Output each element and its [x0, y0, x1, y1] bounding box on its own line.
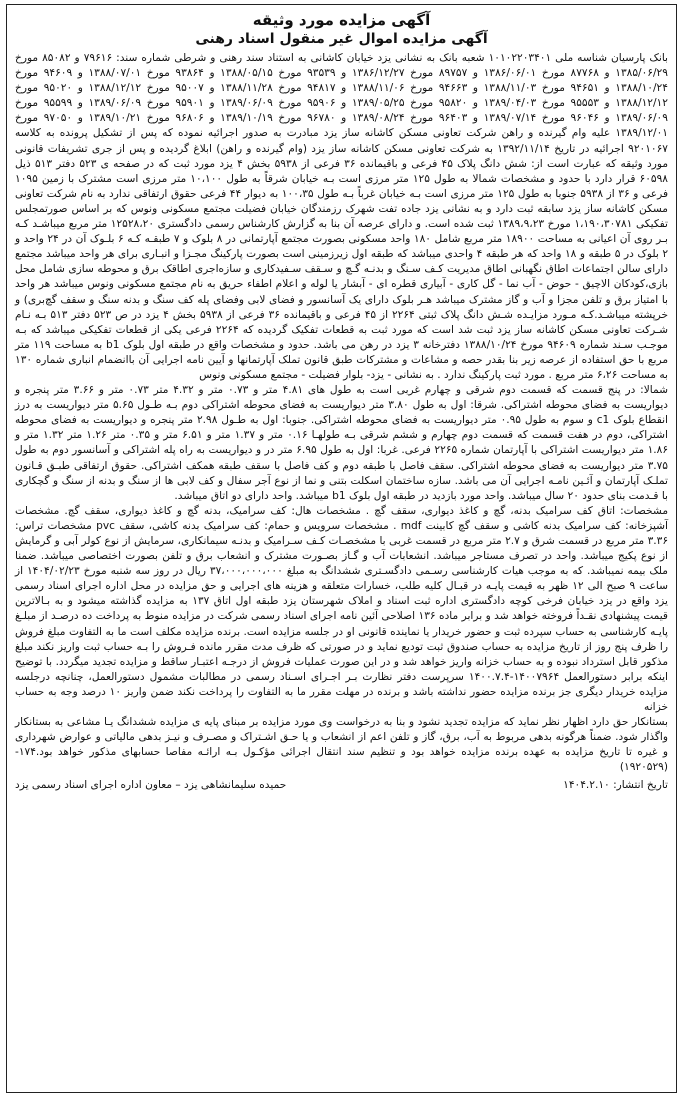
notice-sheet [6, 4, 677, 1093]
notice-footer [15, 778, 668, 793]
notice-paragraph-specifications: مشخصات: اتاق کف سرامیک بدنه، گچ و کاغذ دیواری، سقف گچ . مشخصات هال: کف سرامیک، بدنه گچ و کاغذ دیواری، سقف گچ. مشخصات آشپزخانه: کف سرامیک بدنه کاشی و سقف گچ کابینت mdf . مشخصات سرویس و حمام: کف سرامیک بدنه کاشی، سقف pvc مشخصات تراس: ۳.۳۶ متر مربع در قسمت شرق و ۲.۷ متر مربع در قسمت غربی با مشخصـات کـف سـرامیک و بدنـه سیمانکاری، سرمایش از نوع کولر آبی و گرمایش از نوع پکیج میباشد. واحد در تصرف مستاجر میباشد. انشعابات آب و گـاز بصـورت مشترک و انشعاب برق و تلفن بصورت اختصاصی میباشد. ضمنا ملک بیمه نمیباشد. که به موجب هیات کارشناسی رسـمی دادگسـتری ششدانگ به مبلغ ۳۷،۰۰۰،۰۰۰،۰۰۰ ریال در روز سه شنبه مورخ ۱۴۰۴/۰۲/۲۳ از ساعت ۹ صبح الی ۱۲ ظهر به قیمت پایـه در قبـال کلیه طلب، خسارات متعلقه و هزینه های اجرایی و حق مزایده در محل اداره اجرای اسناد رسمی یزد واقع در یزد خیابان فرخی کوچه دادگستری اداره ثبت اسناد و املاک شهرستان یزد طبقه اول اتاق ۱۳۷ به مزایده گذاشته میشود و به بـالاترین قیمت پیشنهادی نقـداً فروخته خواهد شد و برابر ماده ۱۳۶ اصلاحی آئین نامه اجرای اسناد رسمی شرکت در مزایده منوط به پرداخت ده درصـد از مبلـغ پایـه کارشناسی به حساب سپرده ثبت و حضور خریدار یا نماینده قانونی او در جلسه مزایده است. برنده مزایده مکلف است ما به التفاوت مبلغ فروش را ظرف پنج روز از تاریخ مزایده به حساب صندوق ثبت تودیع نماید و در صورتی که ظرف مدت مقرر مانده فـروش را بـه حساب ثبت واریز نکند مبلغ مذکور قابل استرداد نبوده و به حساب خزانه واریز خواهد شد و در این صورت عملیات فروش از درجـه اعتبـار ساقط و مزایده تجدید میگردد. با توضیح اینکه برابر دستورالعمل ۱۴۰۰۷۹۶۴-۱۴۰۰.۷.۴ سرپرست دفتر نظارت بـر اجـرای اسـناد رسمی در مطالبات مشمول دستورالعمل، چنانچه درجلسه مزایده خریدار دیگری جز برنده مزایده حضور نداشته باشد و برنده در مهلت مقرر ما به التفاوت را پرداخت نکند ضمن واریز ۱۰ درصد وجه به حساب خزانه [15, 504, 669, 714]
signature-line: حمیده سلیمانشاهی یزد – معاون اداره اجرای اسناد رسمی یزد [15, 778, 287, 791]
notice-paragraph-main: بانک پارسیان شناسه ملی ۱۰۱۰۲۲۰۳۴۰۱ شعبه بانک به نشانی یزد خیابان کاشانی به استناد سند رهنی و شرطی شماره سند: ۷۹۶۱۶ و ۸۵۰۸۲ مورخ ۱۳۸۵/۰۶/۲۹ و ۸۷۷۶۸ مورخ ۱۳۸۶/۰۶/۰۱ و ۸۹۷۵۷ مورخ ۱۳۸۶/۱۲/۲۷ و ۹۳۵۳۹ مورخ ۱۳۸۸/۰۵/۱۵ و ۹۳۸۶۴ مورخ ۱۳۸۸/۰۷/۰۱ و ۹۴۶۰۹ مورخ ۱۳۸۸/۱۰/۲۴ و ۹۴۶۵۱ مورخ ۱۳۸۸/۱۱/۰۳ و ۹۴۶۶۳ مورخ ۱۳۸۸/۱۱/۰۶ و ۹۴۸۱۷ مورخ ۱۳۸۸/۱۱/۲۸ و ۹۵۰۰۷ مورخ ۱۳۸۸/۱۲/۱۲ و ۹۵۰۲۰ مورخ ۱۳۸۸/۱۲/۱۲ و ۹۵۵۵۳ مورخ ۱۳۸۹/۰۴/۰۳ و ۹۵۸۲۰ مورخ ۱۳۸۹/۰۵/۲۵ و ۹۵۹۰۶ مورخ ۱۳۸۹/۰۶/۰۹ و ۹۵۹۰۱ مورخ ۱۳۸۹/۰۶/۰۹ و ۹۵۵۹۹ مورخ ۱۳۸۹/۰۶/۰۹ و ۹۶۰۴۶ مورخ ۱۳۸۹/۰۷/۱۴ و ۹۶۴۰۳ مورخ ۱۳۸۹/۰۸/۲۴ و ۹۶۷۸۰ مورخ ۱۳۸۹/۱۰/۱۹ و ۹۶۸۰۶ مورخ ۱۳۸۹/۱۰/۲۱ و ۹۷۰۵۰ مورخ ۱۳۸۹/۱۲/۰۱ علیه وام گیرنده و راهن شرکت تعاونی مسکن کاشانه ساز یزد مبادرت به صدور اجرائیه نموده که پس از تشکیل پرونده به کلاسه ۹۲۰۱۰۶۷ اجرائیه در تاریخ ۱۳۹۲/۱۱/۱۴ به شرکت تعاونی مسکن کاشانه ساز یزد (وام گیرنده و راهن) ابلاغ گردیده و پس از جری تشریفات قانونی مورد وثیقه که عبارت است از: شش دانگ پلاک ۴۵ فرعی و باقیمانده ۳۶ فرعی از ۵۹۳۸ بخش ۴ یزد مورد ثبت که در صفحه ی ۵۲۳ دفتر ۵۱۳ ذیل ۶۰۵۹۸ قرار دارد با حدود و مشخصات شمالا به طول ۱۲۵ متر مرزی است بـه خیابان شرقاً به طول ۱۰،۱۰۰ متر مرزی است مشترک با زمین ۱۰۹۵ فرعی و ۳۶ از ۵۹۳۸ جنوبا به طول ۱۲۵ متر مرزی است بـه خیابان غرباً بـه طول ۱۰۰،۳۵ به دیوار ۴۴ فرعی حقوق ارتفاقی ندارد به نام شرکت تعاونی مسکن کاشانه ساز یزد سابقه ثبت دارد و به نشانی یزد جاده تفت شهرک رزمندگان خیابان فضیلت مجتمع مسکونی ونوس که بر اساس صورتمجلس تفکیکی ۱،۱۹۰،۳۰۷۸۱ مورخ ۱۳۸۹،۹،۲۳ ثبت شده است. و دارای عرصه آن بنا به گزارش کارشناس رسمی دادگستری ۱۲۵۲۸،۲۰ متر مربع میباشـد کـه بـر روی آن اعیانی به مساحت ۱۸۹۰۰ متر مربع شامل ۱۸۰ واحد مسکونی بصورت مجتمع آپارتمانی در ۸ بلوک و ۷ طبقـه کـه ۶ بلـوک آن در ۲۴ واحد و ۲ بلوک در ۵ طبقه و ۱۸ واحد که هر طبقه ۴ واحدی میباشد که طبقه اول زیرزمینی است بصورت پارکینگ مجـزا و انبـاری برای هر واحد میباشد مجتمع دارای سالن اجتماعات اطاق نگهبانی اطاق مدیریت کـف سـنگ و بدنـه گـچ و سـقف سـفیدکاری و سازه‌اجری اطاقک برق و محوطه سازی شامل محل بازی،کودکان الاچیق - حوض - آب نما - گل کاری - آبیاری قطره ای - آبشار یا لوله و اعلام اطفاء حریق به نام مجتمع مسکونی ونوس میباشد هر واحد با امتیاز برق و تلفن مجزا و آب و گاز مشترک میباشد هـر بلوک دارای یک آسانسور و فضای لابی وفضای پله کف سنگ و بدنه سنگ و سقف گچ‌بری) و خرپشته میباشـد.کـه مـورد مزایـده شـش دانگ پلاک ثبتی ۲۲۶۴ از ۴۵ فرعی و باقیمانده ۳۶ فرعی از ۵۹۳۸ بخش ۴ یزد در ص ۵۲۳ دفتر ۵۱۳ بـه نـام شـرکت تعاونی مسکن کاشانه ساز یزد ثبت شد است که مورد ثبت به قطعات تفکیک گردیده که ۲۲۶۴ فرعی یکی از قطعات تفکیکی میباشد که بـه موجـب سـند شماره ۹۴۶۰۹ مورخ ۱۳۸۸/۱۰/۲۴ دفترخانه ۳ یزد در رهن می باشد. حدود و مشخصات واقع در طبقه اول بلوک b1 به مساحت ۱۱۹ متر مربع با حق استفاده از عرصه زیر بنا بقدر حصه و مشاعات و مشترکات طبق قانون تملک آپارتمانها و آیین نامه اجرایی آن باانضمام انباری شماره ۱۳۰ به مساحت ۶،۲۶ متر مربع . مورد ثبت پارکینگ ندارد . به نشانی - یزد- بلوار فضیلت - مجتمع مسکونی ونوس [15, 52, 669, 381]
publication-date: تاریخ انتشار: ۱۴۰۴.۲.۱۰ [563, 778, 668, 791]
notice-paragraph-boundaries: شمالا: در پنج قسمت که قسمت دوم شرقی و چهارم غربی است به طول های ۴.۸۱ متر و ۰.۷۳ متر و ۴.۳۲ متر ۰.۷۳ متر و ۳.۶۶ متر پنجره و دیواریست به فضای محوطه اشتراکی. شرقا: اول به طول ۳.۸۰ متر دیواریست به فضای محوطه اشتراکی دوم بـه طـول ۵.۶۵ متر دیواریست به درز انقطاع بلوک c1 و سوم به طول ۰.۹۵ متر دیواریست به فضای محوطه اشتراکی. جنوبا: اول به طـول ۲.۹۸ متر پنجره و دیواریست به فضای محوطه اشتراکی، دوم در هفت قسمت که قسمت دوم چهارم و ششم شرقی بـه طولهـا ۰.۱۶ متر و ۱.۳۷ متر و ۶.۵۱ متر و ۰.۳۵ متر ۱.۲۶ متر ۱.۳۲ متر و ۱.۸۶ متر دیواریست اشتراکی با آپارتمان شماره ۲۲۶۵ فرعی. غربا: اول به طول ۶.۹۵ متر در و دیواریست به راه پله اشتراکی و آسانسور دوم به طول ۳.۷۵ متر دیواریست به فضای محوطه اشتراکی. سقف فاصل با طبقه دوم و کف فاصل با سقف طبقه همکف اشتراکی. حقوق ارتفاقی طبـق قـانون تملـک آپارتمان و آئـین نامـه اجرایی آن می باشد. سازه ساختمان اسکلت بتنی و نما از نوع آجر سفال و کف لابی ها از سنگ و بدنه از سنگ و گچکاری با قـدمت بنای حدود ۲۰ سال میباشد. واحد مورد بازدید در طبقه اول بلوک b1 میباشد. واحد دارای دو اتاق میباشد. [15, 384, 669, 502]
notice-subtitle: آگهی مزایده اموال غیر منقول اسناد رهنی [195, 31, 488, 47]
notice-paragraph-creditor-terms: بستانکار حق دارد اظهار نظر نماید که مزایده تجدید نشود و بنا به درخواست وی مورد مزایده بر مبنای پایه ی مزایده ششدانگ یـا مشاعی به بستانکار واگذار شود. ضمناً هرگونه بدهی مربوط به آب، برق، گاز و تلفن اعم از انشعاب و یا حـق اشـتراک و مصـرف و نیـز بدهی مالیاتی و عوارض شهرداری و غیره تا تاریخ مزایده به عهده برنده مزایده خواهد بود و تنظیم سند انتقال اجرائی مؤکـول بـه ارائـه مفاصا حسابهای مذکور خواهد بود.۱۷۴-(۱۹۲۰۵۲۹) [15, 716, 668, 774]
notice-title: آگهی مزایده مورد وثیقه [252, 11, 431, 29]
